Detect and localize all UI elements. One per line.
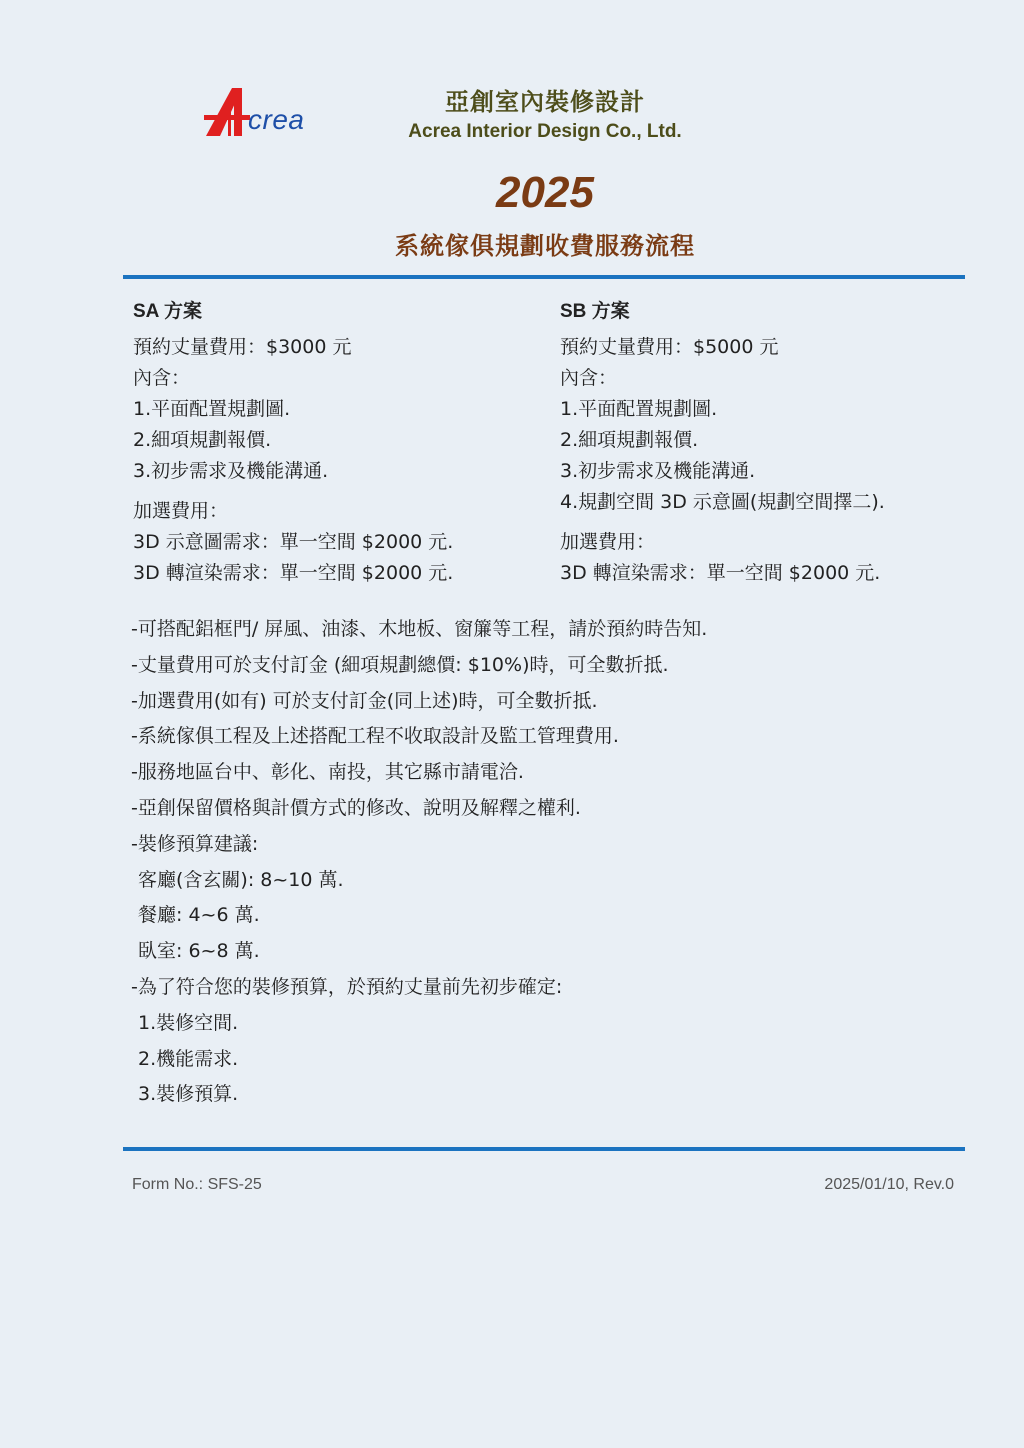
plan-sa [133, 296, 533, 589]
logo-wordmark: crea [248, 104, 305, 135]
plan-sa-extra-item: 3D 示意圖需求：單一空間 $2000 元. [133, 531, 454, 553]
checklist-item: 3.裝修預算. [138, 1083, 239, 1106]
plan-sb-fee: 預約丈量費用：$5000 元 [560, 336, 779, 358]
plan-sb [560, 296, 960, 589]
document-year: 2025 [496, 168, 594, 217]
company-name-en: Acrea Interior Design Co., Ltd. [408, 121, 682, 142]
plan-sa-include-item: 2.細項規劃報價. [133, 429, 272, 451]
bottom-divider [123, 1147, 965, 1151]
plan-sa-fee: 預約丈量費用：$3000 元 [133, 336, 352, 358]
notes-list [131, 612, 961, 1113]
plan-sa-include-item: 1.平面配置規劃圖. [133, 398, 291, 420]
plan-sb-extra-item: 3D 轉渲染需求：單一空間 $2000 元. [560, 562, 881, 584]
revision-date: 2025/01/10, Rev.0 [824, 1176, 954, 1193]
top-divider [123, 275, 965, 279]
note-item: -裝修預算建議: [131, 832, 259, 855]
plan-sa-include-item: 3.初步需求及機能溝通. [133, 460, 329, 482]
plan-sa-extra-item: 3D 轉渲染需求：單一空間 $2000 元. [133, 562, 454, 584]
checklist-item: 1.裝修空間. [138, 1011, 239, 1034]
plan-sa-extra-label: 加選費用： [133, 500, 229, 522]
note-item: -為了符合您的裝修預算，於預約丈量前先初步確定: [131, 975, 563, 998]
checklist-item: 2.機能需求. [138, 1047, 239, 1070]
note-item: -服務地區台中、彰化、南投，其它縣市請電洽. [131, 761, 524, 784]
form-number: Form No.: SFS-25 [132, 1176, 262, 1193]
note-item: -系統傢俱工程及上述搭配工程不收取設計及監工管理費用. [131, 725, 619, 748]
note-item: -加選費用(如有) 可於支付訂金(同上述)時，可全數折抵. [131, 689, 598, 712]
note-item: -丈量費用可於支付訂金 (細項規劃總價: $10%)時，可全數折抵. [131, 653, 669, 676]
document-title: 系統傢俱規劃收費服務流程 [395, 232, 695, 260]
note-item: -亞創保留價格與計價方式的修改、說明及解釋之權利. [131, 796, 581, 819]
plan-sb-name: SB 方案 [560, 301, 630, 322]
note-item: -可搭配鋁框門/ 屏風、油漆、木地板、窗簾等工程，請於預約時告知. [131, 618, 708, 640]
plan-sb-include-item: 3.初步需求及機能溝通. [560, 460, 756, 482]
plan-sb-extra-label: 加選費用： [560, 531, 656, 553]
budget-item: 臥室: 6~8 萬. [138, 940, 260, 963]
budget-item: 餐廳: 4~6 萬. [138, 904, 260, 927]
plan-sa-name: SA 方案 [133, 301, 202, 322]
plan-sb-includes-label: 內含： [560, 367, 618, 389]
plan-sb-include-item: 4.規劃空間 3D 示意圖(規劃空間擇二). [560, 491, 885, 513]
company-logo [200, 82, 330, 144]
plan-sb-include-item: 1.平面配置規劃圖. [560, 398, 718, 420]
plan-sa-includes-label: 內含： [133, 367, 191, 389]
company-name-zh: 亞創室內裝修設計 [445, 88, 645, 116]
plan-sb-include-item: 2.細項規劃報價. [560, 429, 699, 451]
budget-item: 客廳(含玄關): 8~10 萬. [138, 868, 344, 891]
